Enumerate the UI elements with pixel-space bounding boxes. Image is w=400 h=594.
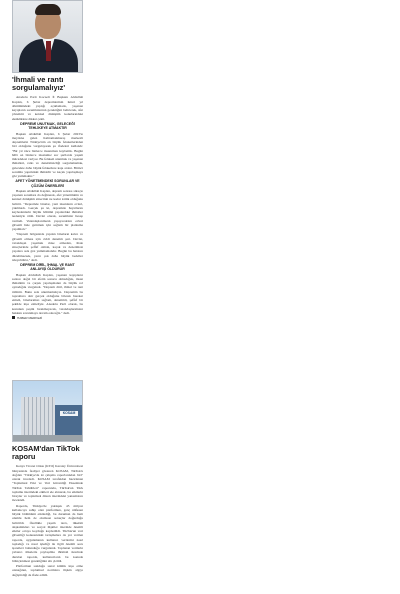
- article2-column: [12, 445, 83, 578]
- byline-text: HABER MERKEZİ: [17, 316, 43, 321]
- article-paragraph: Başkan Abdullah Kaplan, deprem sonrası süreçte yaşanan sorunlara da değinerek, afet yönetiminin ve kentsel dönüşüm sürecinin ne kadar kritik olduğunu belirtti. "Depremde binalar, yani insanların evleri, yıkılmadı. Gerçek şu ki, depremde hayatlarını kaybedenlerin büyük bölümü yapılardaki ihmaller nedeniyle öldü. Devlet olarak, sorumlular hesap vermeli. Vatandaşlarımızın yaşayacakları evleri güvenli hale getirmek için sağlam bir planlama yapılmalı.": [12, 188, 83, 232]
- article-headline: 'İhmali ve rantı sorgulamalıyız': [12, 75, 66, 93]
- article-paragraph: "Deprem bölgesinde yapılan binaların kalıcı ve güvenli olması için ciddi denetim şart. Devlet, vatandaşın yaşamını riske atmadan, ihale süreçlerinde şeffaf olmalı, kaçak ve denetimsiz yapılara asla göz yummamalıdır. Bugün bu hataları düzeltmezsek, yarın çok daha büyük bedeller ödeyebiliriz," dedi.: [12, 232, 83, 262]
- building-main-block: [21, 397, 55, 437]
- article-paragraph: Başkan Abdullah Kaplan, yaşanan kayıpların sadece doğal bir afetin sonucu olmadığını, insan ihmalinin ve çarpık yapılaşmanın da büyük rol oynadığını vurguladı. "Deprem diril, ihmal ve rant öldürür. Bunu asla unutmamalıyız. Depremin bu topraklara dair gerçek olduğunu bilerek hareket etmeli, binalarımızı sağlam, denetimli, şeffaf bir şekilde inşa etmeliyiz. Anadolu Parti olarak, bu konunun peşini bırakmayacak, vatandaşlarımızın hakkını savunmaya devam edeceğiz." dedi.: [12, 272, 83, 315]
- article2-paragraph: Konya Ticaret Odası (KTO) Karatay Üniversitesi bünyesinde faaliyet gösteren KOSAM, TikTok'u doğdan "Türkiye'de ki çalışma raporlarından biri" olarak inceledi. KOSAM tarafından hazırlanan "Toplumsal Etki ve Veri Güvenliği Ekseninde TikTok Tehditleri" raporunda, TikTok'un Türk toplumu üzerindeki etkileri ele alınarak, bu etkilerin bireyler ve toplumsal düzen üzerindeki yansımaları incelendi.: [12, 464, 83, 503]
- building-side-block: [55, 405, 83, 437]
- article-paragraph: Anadolu Parti Kocaeli İl Başkanı Abdullah Kaplan, 6 Şubat depremlerinin ikinci yıl dönümündeki yaptığı açıklamada, yaşanan kayıpların sorumlularının gerektiğini belirterek, afet yönetimi ve kentsel dönüşüm konularındaki eksikliklere dikkat çekti.: [12, 95, 83, 121]
- article-left-column: [12, 0, 83, 320]
- article2-paragraph: Raporda, Türkiye'de yaklaşık 45 milyon kullanıcıya sahip olan platformun, genç nüfusun büyük bölümünü etkilediği, bu durumun da hem olumlu hem de olumsuz sonuçlar doğurduğu belirtildi. Özellikle yaşam tarzı, tüketim alışkanlıkları ve sosyal ilişkiler üzerinde önemli etkiler ortaya koyduğu kaydedildi. TikTok'un veri güvenliği konusundaki tartışmalara da yer verilen raporda, uygulamanın kullanıcı verilerini nasıl topladığı ve nasıl işlediği ile ilgili önemli soru işaretleri bulunduğu vurgulandı. Toplanan verilerin yabancı ülkelerle paylaşılma ihtimali üzerinde durulan raporda, kullanıcıların bu konuda bilinçlenmesi gerektiğinin altı çizildi.: [12, 503, 83, 563]
- article2-headline: KOSAM'dan TikTok raporu: [12, 444, 80, 462]
- portrait-tie: [46, 41, 51, 61]
- article-subheading: DEPREM DİRİL, İHMAL VE RANT ANLAYIŞI ÖLDÜRÜR: [20, 263, 75, 272]
- article-paragraph: Başkan Abdullah Kaplan, 6 Şubat 2023'te meydana gelen Kahramanmaraş merkezli depremlerin Türkiye'nin en büyük felaketlerinden biri olduğunu vurgulayarak şu ifadeleri kullandı: "Bir yıl önce binlerce insanımızı kaybettik. Bugün hâlâ on binlerce insanımız zor şartlarda yaşam mücadelesi veriyor. Bu felaketi unutmak ve yaşanan ihmalleri, rantı ve denetimsizliği sorgulamamak, gelecekte daha büyük felaketlere kapı aralar. Birinci sorumlu yapımdaki ihmaldir ve kaçak yapılaşmaya göz yummaktır.": [12, 131, 83, 178]
- portrait-photo: [12, 0, 83, 73]
- byline-square-icon: [12, 316, 15, 319]
- article-subheading: AFET YÖNETİMİNDEKİ SORUNLAR VE ÇÖZÜM ÖNERİLERİ: [15, 179, 80, 188]
- article-byline: [12, 316, 83, 320]
- article2-paragraph: Platformun sunduğu sanal kimlik inşa etme olanağının, toplumsal normlara ilişkin algıyı değiştirdiği de ifade edildi.: [12, 564, 83, 577]
- portrait-hair: [35, 4, 61, 15]
- article-subheading: DEPREMİ UNUTMAK, GELECEĞİ TEHLİKEYE ATMAKTIR: [20, 121, 75, 131]
- building-logo-sign: KOSAM: [60, 411, 78, 416]
- building-ground: [13, 435, 83, 442]
- building-photo: [12, 380, 83, 442]
